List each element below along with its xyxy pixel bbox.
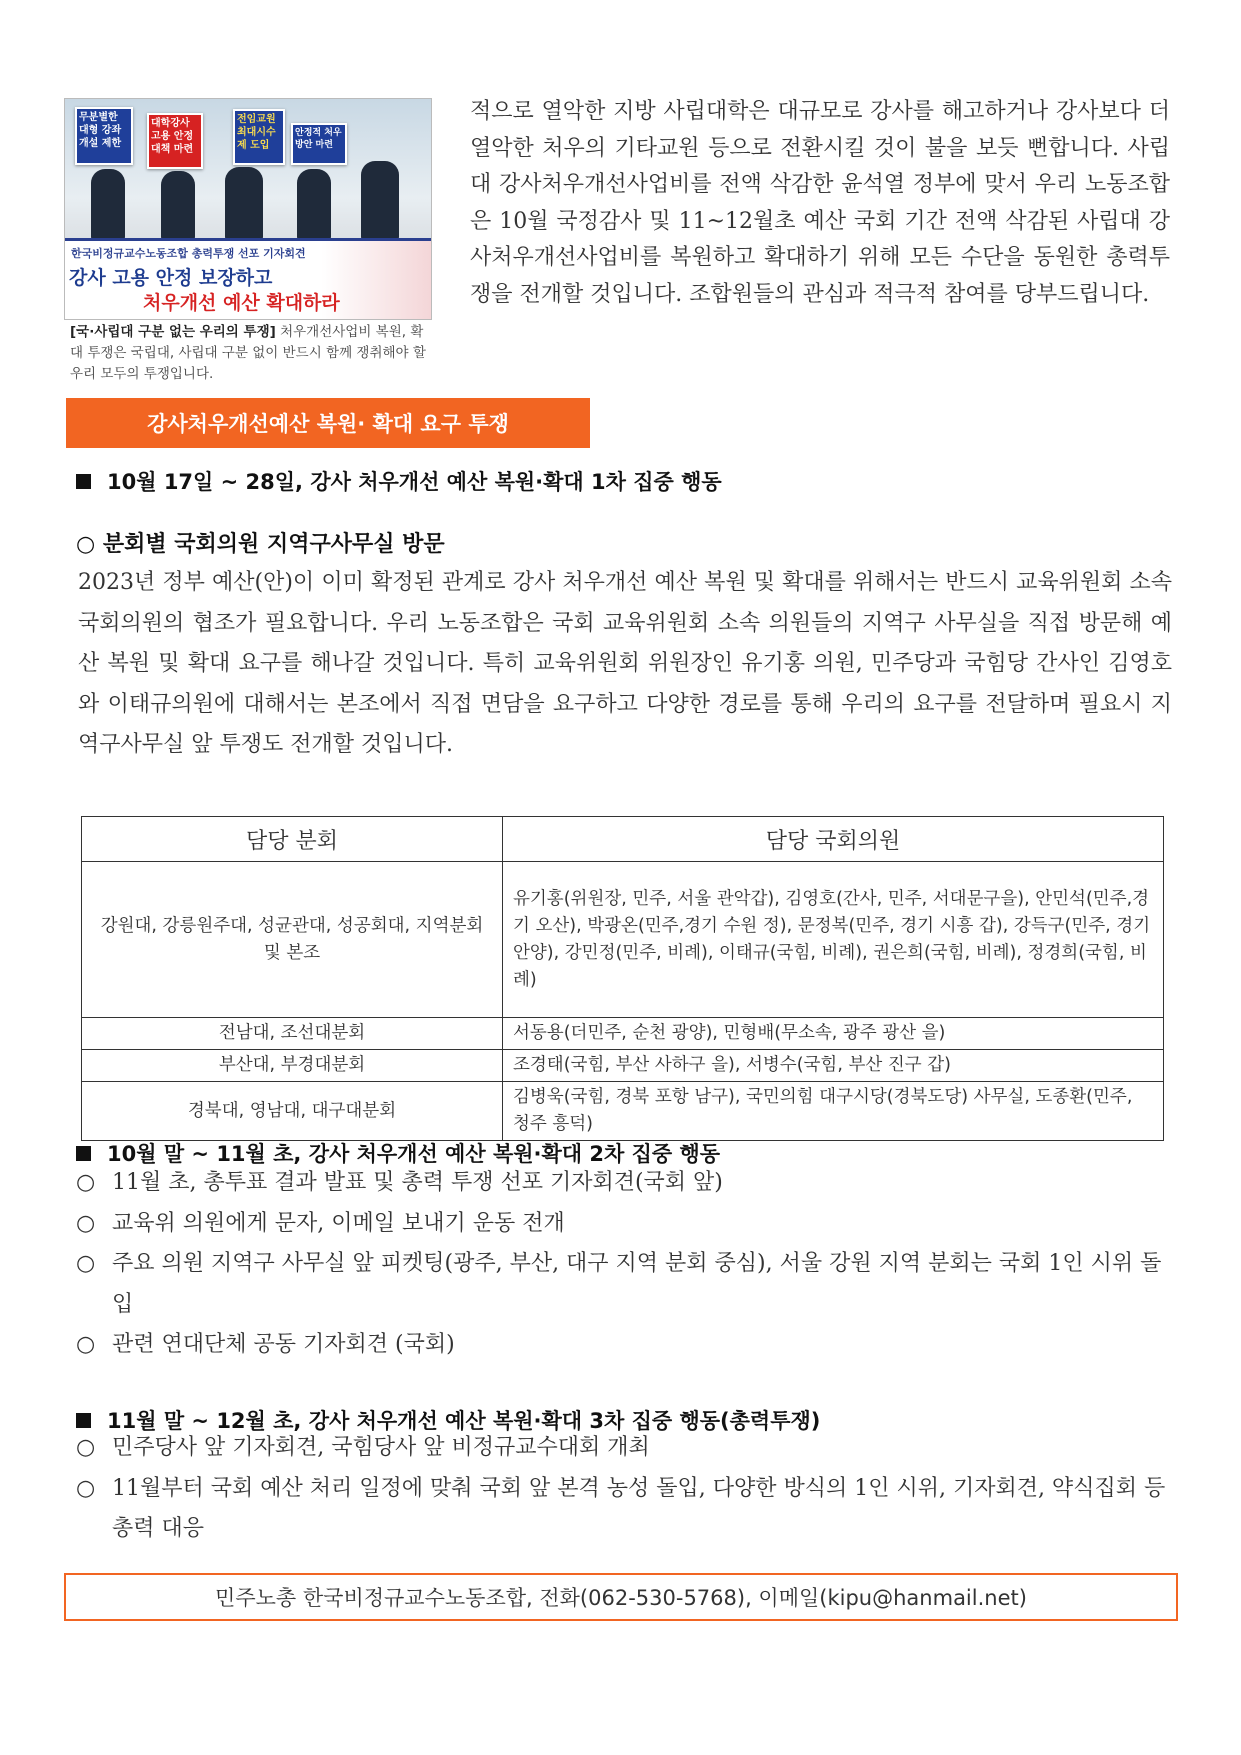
table-header-members: 담당 국회의원 (503, 817, 1164, 862)
protester (361, 161, 399, 241)
phase1-heading (76, 466, 722, 496)
list-item (76, 1469, 1176, 1550)
phase1-subheading: ○ 분회별 국회의원 지역구사무실 방문 (76, 532, 445, 557)
members-cell: 조경태(국힘, 부산 사하구 을), 서병수(국힘, 부산 진구 갑) (503, 1050, 1164, 1082)
caption-bold: [국·사립대 구분 없는 우리의 투쟁] (70, 324, 276, 340)
phase1-heading-text: 10월 17일 ~ 28일, 강사 처우개선 예산 복원·확대 1차 집중 행동 (107, 470, 722, 494)
square-bullet-icon (76, 1146, 91, 1161)
banner-top-text: 한국비정규교수노동조합 총력투쟁 선포 기자회견 (71, 247, 306, 260)
list-item (76, 1325, 1176, 1366)
circle-bullet-icon: ○ (76, 1210, 96, 1236)
branch-cell: 전남대, 조선대분회 (82, 1018, 503, 1050)
protester (297, 169, 331, 241)
table-row (82, 1082, 1164, 1141)
caption-text: 처우개선사업비 복원, 확대 투쟁은 국립대, 사립대 구분 없이 반드시 함께 쟁취해야 할 우리 모두의 투쟁입니다. (70, 324, 426, 382)
branch-cell: 경북대, 영남대, 대구대분회 (82, 1082, 503, 1141)
banner-line-2: 처우개선 예산 확대하라 (143, 292, 340, 314)
branch-cell: 부산대, 부경대분회 (82, 1050, 503, 1082)
circle-bullet-icon: ○ (76, 1332, 96, 1357)
protester (91, 169, 125, 241)
phase3-heading-text: 11월 말 ~ 12월 초, 강사 처우개선 예산 복원·확대 3차 집중 행동(총력투쟁) (107, 1409, 821, 1433)
list-item-text: 관련 연대단체 공동 기자회견 (국회) (112, 1332, 455, 1357)
photo-caption (70, 322, 430, 385)
contact-footer: 민주노총 한국비정규교수노동조합, 전화(062-530-5768), 이메일(kipu@hanmail.net) (64, 1573, 1178, 1621)
protest-sign: 전임교원 최대시수제 도입 (233, 109, 285, 165)
members-cell: 유기홍(위원장, 민주, 서울 관악갑), 김영호(간사, 민주, 서대문구을), 안민석(민주,경기 오산), 박광온(민주,경기 수원 정), 문정복(민주, 경기 시흥 갑), 강득구(민주, 경기 안양), 강민정(민주, 비례), 이태규(국힘, 비례), 권은희(국힘, 비례), 정경희(국힘, 비례) (503, 862, 1164, 1018)
list-item-text: 주요 의원 지역구 사무실 앞 피켓팅(광주, 부산, 대구 지역 분회 중심), 서울 강원 지역 분회는 국회 1인 시위 돌입 (112, 1251, 1162, 1317)
protest-sign: 대학강사 고용 안정 대책 마련 (147, 113, 203, 169)
phase3-list (76, 1428, 1176, 1550)
table-row (82, 1050, 1164, 1082)
square-bullet-icon (76, 474, 91, 489)
phase2-heading-text: 10월 말 ~ 11월 초, 강사 처우개선 예산 복원·확대 2차 집중 행동 (107, 1142, 721, 1166)
circle-bullet-icon: ○ (76, 1435, 96, 1460)
list-item-text: 민주당사 앞 기자회견, 국힘당사 앞 비정규교수대회 개최 (112, 1435, 650, 1460)
protest-photo (64, 98, 432, 320)
table-header-branch: 담당 분회 (82, 817, 503, 862)
list-item (76, 1204, 1176, 1245)
protest-banner (65, 238, 431, 319)
list-item-text: 11월부터 국회 예산 처리 일정에 맞춰 국회 앞 본격 농성 돌입, 다양한 방식의 1인 시위, 기자회견, 약식집회 등 총력 대응 (112, 1475, 1166, 1541)
protest-sign: 안정적 처우 방안 마련 (291, 123, 347, 165)
list-item-text: 11월 초, 총투표 결과 발표 및 총력 투쟁 선포 기자회견(국회 앞) (112, 1170, 723, 1195)
members-cell: 김병욱(국힘, 경북 포항 남구), 국민의힘 대구시당(경북도당) 사무실, 도종환(민주, 청주 흥덕) (503, 1082, 1164, 1141)
phase2-list (76, 1163, 1176, 1366)
circle-bullet-icon: ○ (76, 1170, 96, 1195)
section-title-bar: 강사처우개선예산 복원· 확대 요구 투쟁 (66, 398, 590, 448)
list-item (76, 1428, 1176, 1469)
table-header-row (82, 817, 1164, 862)
table-row (82, 1018, 1164, 1050)
assignment-table (81, 816, 1164, 1141)
list-item (76, 1244, 1176, 1325)
table-row (82, 862, 1164, 1018)
protester (161, 171, 195, 241)
square-bullet-icon (76, 1413, 91, 1428)
branch-cell: 강원대, 강릉원주대, 성균관대, 성공회대, 지역분회 및 본조 (82, 862, 503, 1018)
intro-paragraph: 적으로 열악한 지방 사립대학은 대규모로 강사를 해고하거나 강사보다 더 열악한 처우의 기타교원 등으로 전환시킬 것이 불을 보듯 뻔합니다. 사립대 강사처우개선사업비를 전액 삭감한 윤석열 정부에 맞서 우리 노동조합은 10월 국정감사 및 11~12월초 예산 국회 기간 전액 삭감된 사립대 강사처우개선사업비를 복원하고 확대하기 위해 모든 수단을 동원한 총력투쟁을 전개할 것입니다. 조합원들의 관심과 적극적 참여를 당부드립니다. (470, 99, 1170, 307)
circle-bullet-icon: ○ (76, 1251, 96, 1276)
list-item (76, 1163, 1176, 1204)
banner-line-1: 강사 고용 안정 보장하고 (69, 267, 273, 289)
protester (225, 167, 263, 241)
phase1-paragraph: 2023년 정부 예산(안)이 이미 확정된 관계로 강사 처우개선 예산 복원 및 확대를 위해서는 반드시 교육위원회 소속 국회의원의 협조가 필요합니다. 우리 노동조합은 국회 교육위원회 소속 의원들의 지역구 사무실을 직접 방문해 예산 복원 및 확대 요구를 해나갈 것입니다. 특히 교육위원회 위원장인 유기홍 의원, 민주당과 국힘당 간사인 김영호와 이태규의원에 대해서는 본조에서 직접 면담을 요구하고 다양한 경로를 통해 우리의 요구를 전달하며 필요시 지역구사무실 앞 투쟁도 전개할 것입니다. (78, 570, 1172, 757)
list-item-text: 교육위 의원에게 문자, 이메일 보내기 운동 전개 (112, 1210, 565, 1236)
members-cell: 서동용(더민주, 순천 광양), 민형배(무소속, 광주 광산 을) (503, 1018, 1164, 1050)
circle-bullet-icon: ○ (76, 1475, 96, 1501)
protest-sign: 무분별한 대형 강좌 개설 제한 (75, 107, 133, 165)
